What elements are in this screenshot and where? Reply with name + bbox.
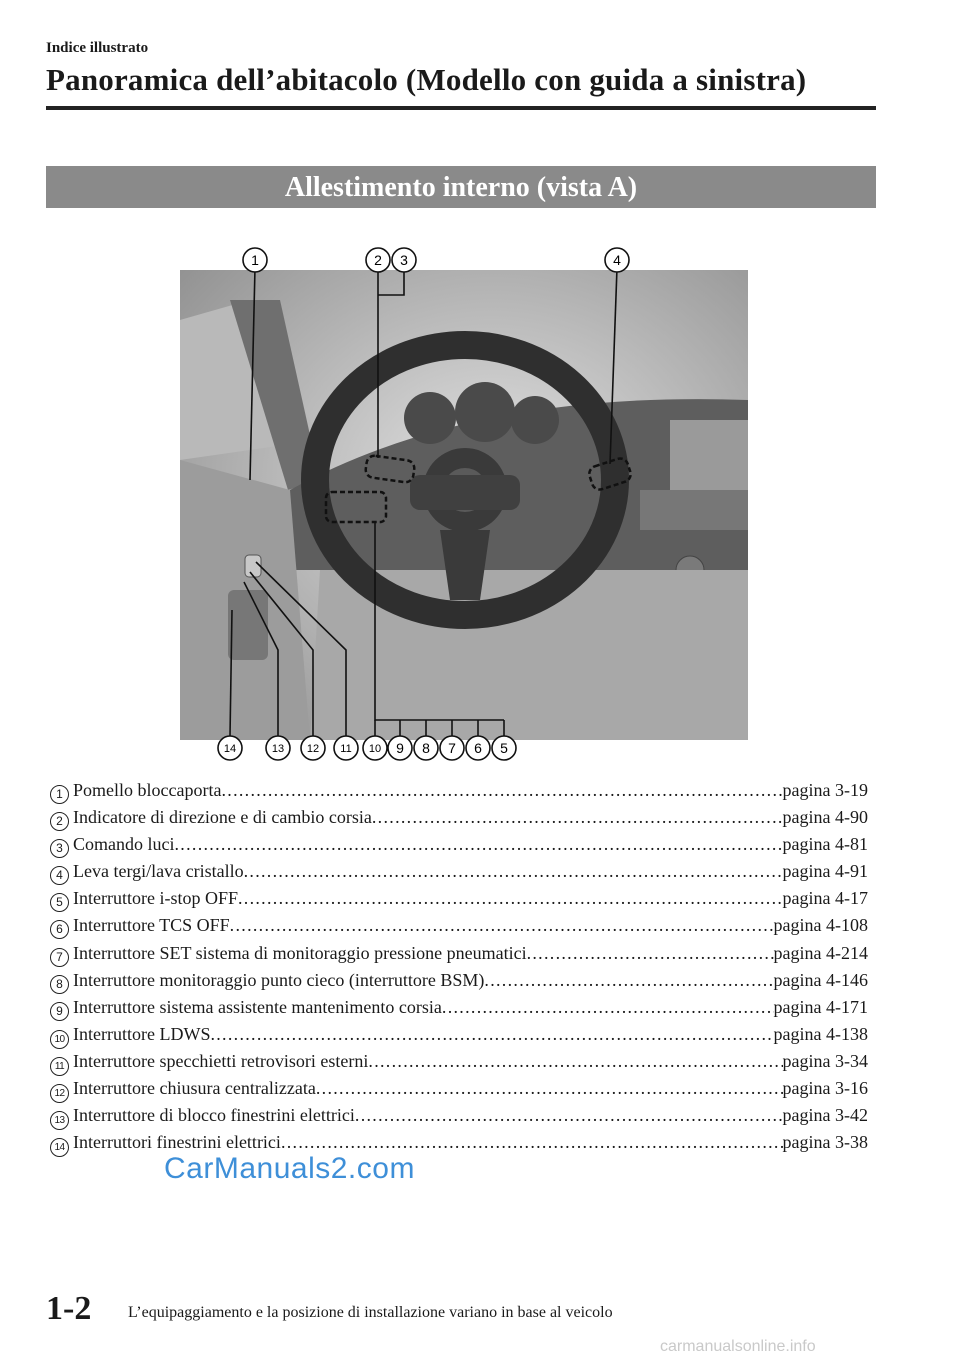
- dot-leader: [527, 943, 774, 964]
- item-page-ref: pagina 3-19: [782, 780, 868, 800]
- item-number-badge: 13: [50, 1111, 69, 1130]
- callout-3-label: 3: [400, 252, 408, 268]
- dot-leader: [442, 997, 774, 1018]
- item-label: Leva tergi/lava cristallo: [73, 861, 244, 882]
- callout-10: [363, 736, 387, 760]
- list-item: [46, 861, 868, 888]
- list-item: [46, 834, 868, 861]
- item-number-badge: 4: [50, 866, 69, 885]
- item-label: Comando luci: [73, 834, 175, 855]
- callout-2-label: 2: [374, 252, 382, 268]
- item-number-badge: 9: [50, 1002, 69, 1021]
- dot-leader: [316, 1078, 783, 1099]
- callout-7-label: 7: [448, 740, 456, 756]
- item-label: Interruttori finestrini elettrici: [73, 1132, 281, 1153]
- item-page-ref: pagina 4-214: [773, 942, 868, 963]
- list-item: [46, 1024, 868, 1051]
- item-number-badge: 12: [50, 1084, 69, 1103]
- item-label: Interruttore TCS OFF: [73, 915, 230, 936]
- callout-4-label: 4: [613, 252, 621, 268]
- cockpit-illustration: [170, 240, 760, 770]
- item-number-badge: 11: [50, 1057, 69, 1076]
- item-page-ref: pagina 4-108: [773, 915, 868, 936]
- item-label: Interruttore di blocco finestrini elettrici: [73, 1105, 355, 1126]
- item-page-ref: pagina 4-91: [782, 861, 868, 882]
- callout-3: [392, 248, 416, 272]
- item-number-badge: 7: [50, 948, 69, 967]
- list-item: [46, 1078, 868, 1105]
- callout-12: [301, 736, 325, 760]
- list-item: [46, 1051, 868, 1078]
- item-label: Indicatore di direzione e di cambio corsia: [73, 807, 372, 828]
- callout-13-label: 13: [271, 743, 285, 755]
- section-banner: Allestimento interno (vista A): [46, 166, 876, 208]
- dot-leader: [244, 861, 783, 882]
- callout-9-label: 9: [396, 740, 404, 756]
- dot-leader: [355, 1105, 783, 1126]
- item-page-ref: pagina 4-17: [782, 888, 868, 909]
- list-item: [46, 970, 868, 997]
- item-number-badge: 3: [50, 839, 69, 858]
- item-page-ref: pagina 4-138: [773, 1023, 868, 1044]
- watermark-carmanualsonline[interactable]: carmanualsonline.info: [660, 1338, 816, 1355]
- list-item: [46, 1105, 868, 1132]
- callout-6-label: 6: [474, 740, 482, 756]
- list-item: [46, 997, 868, 1024]
- callout-7: [440, 736, 464, 760]
- item-number-badge: 8: [50, 975, 69, 994]
- item-label: Interruttore chiusura centralizzata: [73, 1078, 316, 1099]
- item-page-ref: pagina 3-42: [782, 1105, 868, 1126]
- item-page-ref: pagina 4-81: [782, 834, 868, 855]
- callout-5: [492, 736, 516, 760]
- callout-9: [388, 736, 412, 760]
- page-number: 1-2: [46, 1290, 92, 1327]
- item-page-ref: pagina 4-146: [773, 969, 868, 990]
- callout-11-label: 11: [340, 743, 352, 755]
- dot-leader: [238, 888, 783, 909]
- component-index-list: [46, 780, 868, 1159]
- watermark-carmanuals2[interactable]: CarManuals2.com: [164, 1152, 415, 1185]
- list-item: [46, 915, 868, 942]
- item-label: Interruttore sistema assistente mantenimento corsia: [73, 996, 442, 1017]
- item-page-ref: pagina 4-90: [782, 807, 868, 828]
- section-label: Indice illustrato: [46, 40, 149, 56]
- footer-note: L’equipaggiamento e la posizione di installazione variano in base al veicolo: [128, 1304, 613, 1321]
- item-label: Pomello bloccaporta: [73, 780, 222, 800]
- item-number-badge: 1: [50, 785, 69, 804]
- callout-14: [218, 736, 242, 760]
- callout-4: [605, 248, 629, 272]
- dot-leader: [175, 834, 783, 855]
- item-number-badge: 14: [50, 1138, 69, 1157]
- item-page-ref: pagina 3-16: [782, 1078, 868, 1099]
- heading-divider: [46, 106, 876, 110]
- callout-14-label: 14: [223, 743, 237, 755]
- callout-8: [414, 736, 438, 760]
- list-item: [46, 943, 868, 970]
- item-page-ref: pagina 4-171: [773, 996, 868, 1017]
- page-title: Panoramica dell’abitacolo (Modello con guida a sinistra): [46, 62, 807, 97]
- callout-2: [366, 248, 390, 272]
- dot-leader: [372, 807, 783, 828]
- list-item: [46, 807, 868, 834]
- callout-13: [266, 736, 290, 760]
- item-label: Interruttore specchietti retrovisori esterni: [73, 1050, 369, 1071]
- item-page-ref: pagina 3-38: [782, 1132, 868, 1153]
- callout-11: [334, 736, 358, 760]
- callout-12-label: 12: [306, 743, 320, 755]
- item-label: Interruttore i-stop OFF: [73, 888, 238, 909]
- callout-1-label: 1: [251, 252, 259, 268]
- list-item: [46, 780, 868, 807]
- callout-10-label: 10: [368, 743, 382, 755]
- callout-5-label: 5: [500, 740, 508, 756]
- item-label: Interruttore SET sistema di monitoraggio pressione pneumatici: [73, 942, 527, 963]
- dot-leader: [484, 970, 773, 991]
- item-number-badge: 5: [50, 893, 69, 912]
- item-number-badge: 6: [50, 920, 69, 939]
- callout-6: [466, 736, 490, 760]
- item-number-badge: 2: [50, 812, 69, 831]
- callout-8-label: 8: [422, 740, 430, 756]
- item-page-ref: pagina 3-34: [782, 1050, 868, 1071]
- callout-1: [243, 248, 267, 272]
- dot-leader: [210, 1024, 773, 1045]
- item-number-badge: 10: [50, 1030, 69, 1049]
- item-label: Interruttore LDWS: [73, 1023, 211, 1044]
- dot-leader: [230, 915, 774, 936]
- dot-leader: [221, 780, 782, 801]
- item-label: Interruttore monitoraggio punto cieco (interruttore BSM): [73, 969, 485, 990]
- list-item: [46, 888, 868, 915]
- dot-leader: [368, 1051, 782, 1072]
- dot-leader: [281, 1132, 783, 1153]
